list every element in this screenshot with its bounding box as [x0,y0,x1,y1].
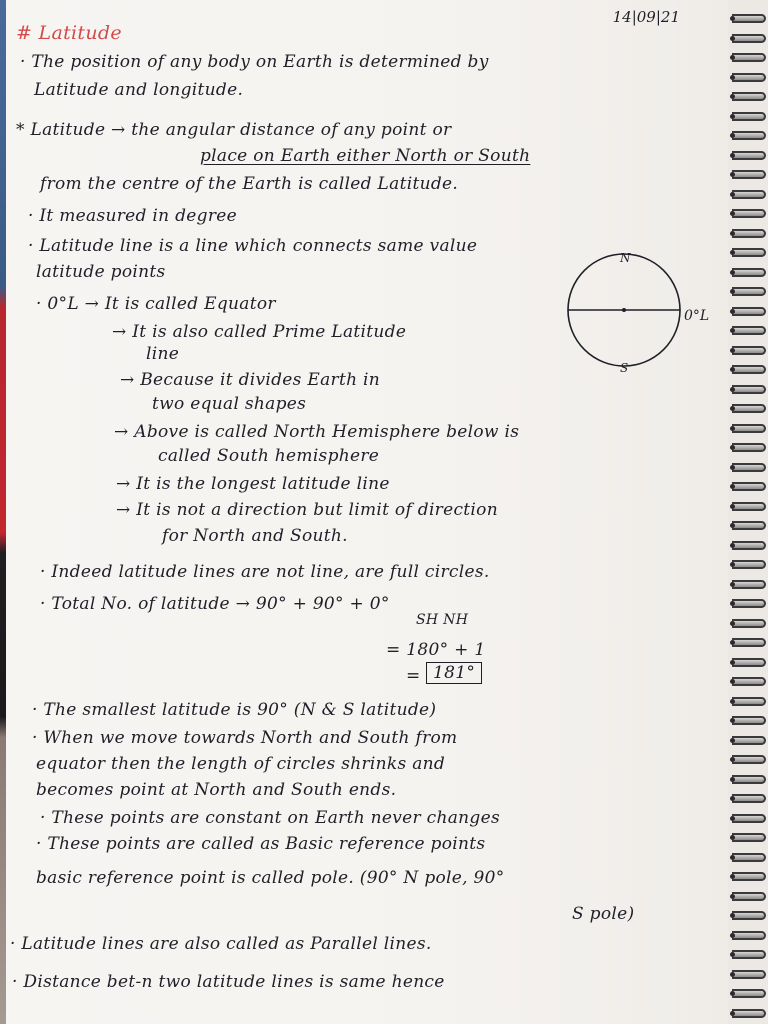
binding-coil [732,307,766,316]
binding-coil [732,892,766,901]
binding-coil [732,521,766,530]
binding-hole [730,582,735,587]
binding-coil [732,287,766,296]
binding-coil [732,580,766,589]
binding-hole [730,972,735,977]
binding-hole [730,543,735,548]
note-line: · Distance bet-n two latitude lines is same hence [12,972,445,992]
binding-hole [730,289,735,294]
notebook-page [6,0,728,1024]
note-date: 14|09|21 [612,8,680,26]
note-line: · These points are called as Basic reference points [36,834,486,854]
binding-coil [732,170,766,179]
binding-hole [730,855,735,860]
binding-hole [730,835,735,840]
binding-hole [730,309,735,314]
binding-coil [732,385,766,394]
note-line: → Above is called North Hemisphere below is [114,422,520,442]
binding-coil [732,248,766,257]
binding-coil [732,931,766,940]
note-line: · Latitude line is a line which connects same value [28,236,478,256]
note-line: · The position of any body on Earth is determined by [20,52,489,72]
binding-hole [730,523,735,528]
binding-hole [730,621,735,626]
binding-hole [730,484,735,489]
binding-hole [730,16,735,21]
binding-coil [732,716,766,725]
binding-hole [730,94,735,99]
binding-hole [730,445,735,450]
center-dot [622,308,626,312]
binding-coil [732,814,766,823]
binding-hole [730,211,735,216]
binding-hole [730,660,735,665]
binding-hole [730,328,735,333]
note-line: · When we move towards North and South from [32,728,458,748]
binding-coil [732,92,766,101]
note-line: becomes point at North and South ends. [36,780,397,800]
binding-hole [730,387,735,392]
binding-hole [730,679,735,684]
binding-coil [732,638,766,647]
binding-coil [732,73,766,82]
binding-coil [732,53,766,62]
binding-coil [732,736,766,745]
binding-hole [730,757,735,762]
binding-coil [732,112,766,121]
note-line: latitude points [36,262,166,282]
note-line: = 180° + 1 [386,640,486,660]
note-line: → Because it divides Earth in [120,370,381,390]
binding-coil [732,463,766,472]
binding-coil [732,34,766,43]
binding-hole [730,348,735,353]
binding-coil [732,365,766,374]
binding-coil [732,911,766,920]
note-line: → It is the longest latitude line [116,474,390,494]
note-line: line [146,344,180,364]
spiral-binding [728,0,768,1024]
note-line: · 0°L → It is called Equator [36,294,276,314]
binding-hole [730,894,735,899]
binding-coil [732,619,766,628]
binding-hole [730,933,735,938]
binding-hole [730,718,735,723]
binding-hole [730,250,735,255]
binding-hole [730,991,735,996]
binding-coil [732,190,766,199]
binding-hole [730,640,735,645]
binding-coil [732,443,766,452]
binding-hole [730,816,735,821]
binding-coil [732,1009,766,1018]
binding-coil [732,326,766,335]
note-line: · Latitude lines are also called as Parallel lines. [10,934,432,954]
binding-hole [730,465,735,470]
binding-coil [732,229,766,238]
note-line: · It measured in degree [28,206,237,226]
binding-hole [730,153,735,158]
binding-coil [732,989,766,998]
binding-coil [732,853,766,862]
note-line: → It is also called Prime Latitude [112,322,407,342]
binding-hole [730,601,735,606]
binding-hole [730,504,735,509]
binding-coil [732,209,766,218]
binding-coil [732,658,766,667]
binding-coil [732,950,766,959]
binding-hole [730,231,735,236]
note-line: · The smallest latitude is 90° (N & S latitude) [32,700,437,720]
binding-hole [730,75,735,80]
binding-hole [730,796,735,801]
note-line: basic reference point is called pole. (90° N pole, 90° [36,868,505,888]
binding-hole [730,699,735,704]
binding-hole [730,1011,735,1016]
binding-hole [730,192,735,197]
binding-coil [732,560,766,569]
binding-coil [732,677,766,686]
note-line: · Indeed latitude lines are not line, are full circles. [40,562,490,582]
binding-hole [730,738,735,743]
north-label: N [620,252,631,265]
binding-hole [730,55,735,60]
note-line: place on Earth either North or South [200,146,531,166]
note-line: called South hemisphere [158,446,380,466]
note-line: * Latitude → the angular distance of any point or [16,120,452,140]
binding-hole [730,426,735,431]
binding-hole [730,172,735,177]
note-line: = [406,666,421,686]
note-line: from the centre of the Earth is called Latitude. [40,174,459,194]
note-title: # Latitude [16,22,122,44]
note-line: → It is not a direction but limit of direction [116,500,498,520]
binding-coil [732,970,766,979]
binding-coil [732,541,766,550]
binding-hole [730,952,735,957]
note-line: S pole) [572,904,635,924]
binding-coil [732,794,766,803]
binding-coil [732,755,766,764]
note-line: SH NH [416,612,469,628]
binding-coil [732,346,766,355]
binding-hole [730,913,735,918]
note-line: for North and South. [162,526,348,546]
binding-hole [730,562,735,567]
binding-coil [732,268,766,277]
binding-coil [732,482,766,491]
binding-coil [732,599,766,608]
binding-coil [732,833,766,842]
equator-label: 0°L [684,308,710,324]
binding-coil [732,424,766,433]
binding-hole [730,114,735,119]
binding-hole [730,36,735,41]
boxed-result: 181° [426,662,482,684]
binding-hole [730,406,735,411]
binding-hole [730,777,735,782]
earth-diagram [562,252,712,372]
note-line: equator then the length of circles shrinks and [36,754,446,774]
binding-coil [732,775,766,784]
binding-coil [732,872,766,881]
note-line: two equal shapes [152,394,307,414]
binding-coil [732,14,766,23]
binding-coil [732,697,766,706]
note-line: · These points are constant on Earth never changes [40,808,500,828]
note-line: · Total No. of latitude → 90° + 90° + 0° [40,594,390,614]
binding-hole [730,874,735,879]
binding-hole [730,133,735,138]
south-label: S [620,361,629,372]
note-line: Latitude and longitude. [34,80,244,100]
binding-hole [730,270,735,275]
binding-coil [732,131,766,140]
binding-coil [732,151,766,160]
binding-coil [732,502,766,511]
binding-hole [730,367,735,372]
binding-coil [732,404,766,413]
